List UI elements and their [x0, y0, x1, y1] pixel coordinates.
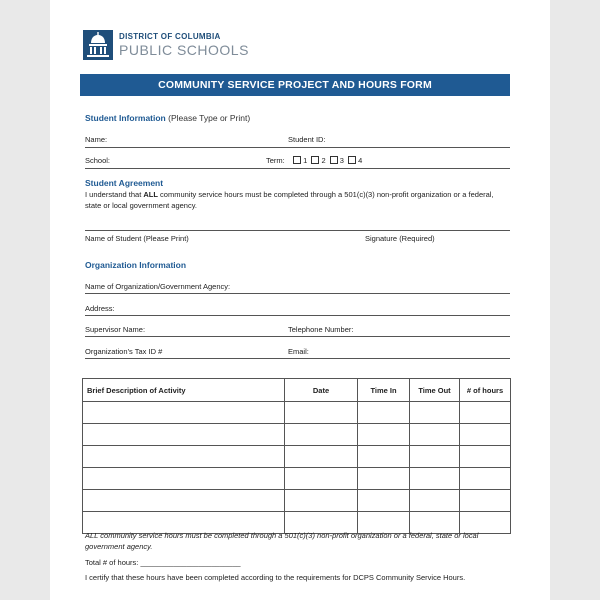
- school-label: School:: [85, 156, 111, 165]
- student-info-note: (Please Type or Print): [168, 113, 251, 123]
- table-cell[interactable]: [410, 468, 460, 490]
- term-3-checkbox[interactable]: [330, 156, 338, 164]
- table-cell[interactable]: [285, 490, 358, 512]
- table-cell[interactable]: [460, 402, 511, 424]
- student-name-label: Name:: [85, 135, 108, 144]
- logo-district-text: DISTRICT OF COLUMBIA: [119, 32, 221, 41]
- capitol-building-icon: [83, 30, 113, 60]
- table-row: [83, 446, 511, 468]
- address-line[interactable]: [85, 315, 510, 316]
- agreement-heading: Student Agreement: [85, 178, 164, 188]
- table-cell[interactable]: [410, 402, 460, 424]
- form-title: COMMUNITY SERVICE PROJECT AND HOURS FORM: [80, 74, 510, 96]
- table-cell[interactable]: [460, 424, 511, 446]
- dcps-logo: [83, 30, 249, 60]
- form-page: [50, 0, 550, 600]
- term-label: Term:: [266, 156, 285, 165]
- table-cell[interactable]: [358, 402, 410, 424]
- table-cell[interactable]: [285, 402, 358, 424]
- term-2-checkbox[interactable]: [311, 156, 319, 164]
- footer-note: ALL community service hours must be completed through a 501(c)(3) non-profit organization or a federal, state or local government agency.: [85, 531, 479, 551]
- table-cell[interactable]: [410, 424, 460, 446]
- activity-table-header: [83, 379, 511, 402]
- table-row: [83, 402, 511, 424]
- table-cell[interactable]: [285, 424, 358, 446]
- col-time-out-header: Time Out: [410, 379, 460, 402]
- table-row: [83, 490, 511, 512]
- table-cell[interactable]: [83, 490, 285, 512]
- table-cell[interactable]: [83, 446, 285, 468]
- table-cell[interactable]: [460, 490, 511, 512]
- logo-schools-text: PUBLIC SCHOOLS: [119, 42, 249, 58]
- signature-label: Signature (Required): [365, 234, 435, 243]
- table-cell[interactable]: [460, 468, 511, 490]
- certify-statement: I certify that these hours have been completed according to the requirements for DCPS Community Service Hours.: [85, 573, 466, 582]
- activity-table: [82, 378, 511, 534]
- tax-id-line[interactable]: [85, 358, 510, 359]
- table-cell[interactable]: [83, 468, 285, 490]
- table-cell[interactable]: [358, 446, 410, 468]
- supervisor-line[interactable]: [85, 336, 510, 337]
- table-cell[interactable]: [285, 468, 358, 490]
- tax-id-label: Organization’s Tax ID #: [85, 347, 163, 356]
- total-hours-label[interactable]: Total # of hours: ________________________: [85, 558, 241, 567]
- email-label: Email:: [288, 347, 309, 356]
- address-label: Address:: [85, 304, 115, 313]
- student-name-line[interactable]: [85, 147, 510, 148]
- org-name-line[interactable]: [85, 293, 510, 294]
- phone-label: Telephone Number:: [288, 325, 354, 334]
- term-1-checkbox[interactable]: [293, 156, 301, 164]
- table-cell[interactable]: [358, 424, 410, 446]
- org-name-label: Name of Organization/Government Agency:: [85, 282, 231, 291]
- table-row: [83, 468, 511, 490]
- school-line[interactable]: [85, 168, 510, 169]
- agreement-text: I understand that ALL community service hours must be completed through a 501(c)(3) non-profit organization or a federal, state or local government agency.: [85, 190, 494, 210]
- table-cell[interactable]: [83, 402, 285, 424]
- table-cell[interactable]: [410, 446, 460, 468]
- table-row: [83, 424, 511, 446]
- signature-line[interactable]: [85, 230, 510, 231]
- table-cell[interactable]: [410, 490, 460, 512]
- table-cell[interactable]: [358, 468, 410, 490]
- student-info-heading: Student Information (Please Type or Print): [85, 113, 251, 123]
- table-cell[interactable]: [83, 424, 285, 446]
- term-4-checkbox[interactable]: [348, 156, 356, 164]
- table-cell[interactable]: [285, 446, 358, 468]
- student-print-name-label: Name of Student (Please Print): [85, 234, 189, 243]
- term-group: Term: 1 2 3 4: [266, 156, 363, 165]
- supervisor-label: Supervisor Name:: [85, 325, 146, 334]
- student-id-label: Student ID:: [288, 135, 326, 144]
- table-cell[interactable]: [358, 490, 410, 512]
- col-description-header: Brief Description of Activity: [83, 379, 285, 402]
- org-info-heading: Organization Information: [85, 260, 187, 270]
- table-cell[interactable]: [460, 446, 511, 468]
- col-time-in-header: Time In: [358, 379, 410, 402]
- col-date-header: Date: [285, 379, 358, 402]
- col-hours-header: # of hours: [460, 379, 511, 402]
